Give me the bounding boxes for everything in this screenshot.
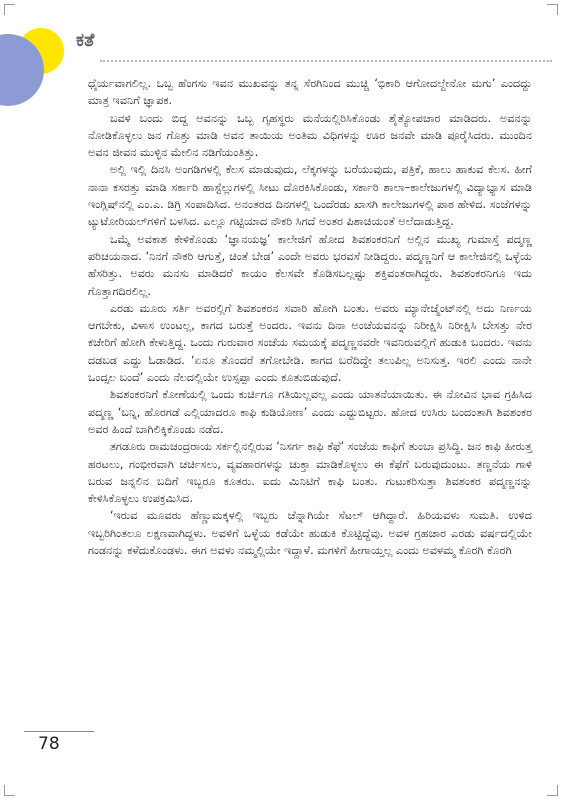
paragraph: ಒಮ್ಮೆ ಅವಕಾಶ ಕೇಳಿಕೊಂಡು ‘ಜ್ಞಾನಯಜ್ಞ’ ಕಾಲೇಜಿಗೆ ಹೋದ ಶಿವಶಂಕರನಿಗೆ ಅಲ್ಲಿನ ಮುಖ್ಯ ಗುಮಾಸ್ತೆ ಪದ್ಮಣ್ಣ ಪರಿಚಯನಾದ. ‘ನಿನಗೆ ನೌಕರಿ ಆಗುತ್ತೆ, ಚಿಂತೆ ಬೇಡ’ ಎಂದೇ ಅವರು ಭರವಸೆ ನೀಡಿದ್ದರು. ಪದ್ಮಣ್ಣನಿಗೆ ಆ ಕಾಲೇಜಿನಲ್ಲಿ ಒಳ್ಳೆಯ ಹೆಸರಿತ್ತು. ಅವರು ಮನಸು ಮಾಡಿದರೆ ಕಾಯಂ ಕೆಲಸವೇ ಕೊಡಿಸಬಲ್ಲಷ್ಟು ಶಕ್ತಿವಂತರಾಗಿದ್ದರು. ಶಿವಶಂಕರನಿಗೂ ಇದು ಗೊತ್ತಾಗದಿರಲಿಲ್ಲ. xyxy=(88,232,532,298)
paragraph: ಅಲ್ಲಿ ಇಲ್ಲಿ ದಿನಸಿ ಅಂಗಡಿಗಳಲ್ಲಿ ಕೆಲಸ ಮಾಡುವುದು, ಲೆಕ್ಕಗಳನ್ನು ಬರೆಯುವುದು, ಪತ್ರಿಕೆ, ಹಾಲು ಹಾಕುವ ಕೆಲಸ. ಹೀಗೆ ನಾನಾ ಕಸರತ್ತು ಮಾಡಿ ಸರ್ಕಾರಿ ಹಾಸ್ಟೆಲ್ಲುಗಳಲ್ಲಿ ಸೀಟು ದೊರಕಿಸಿಕೊಂಡು, ಸರ್ಕಾರಿ ಶಾಲಾ–ಕಾಲೇಜುಗಳಲ್ಲಿ ವಿದ್ಯಾಭ್ಯಾಸ ಮಾಡಿ ಇಂಗ್ಲಿಷ್‌ನಲ್ಲಿ ಎಂ.ಎ. ಡಿಗ್ರಿ ಸಂಪಾದಿಸಿದ. ಅನಂತರದ ದಿನಗಳಲ್ಲಿ ಒಂದೆರಡು ಖಾಸಗಿ ಕಾಲೇಜುಗಳಲ್ಲಿ ಪಾಠ ಹೇಳಿದ. ಸಂಜೆಗಳನ್ನು ಟ್ಯುಟೋರಿಯಲ್‌ಗಳಿಗೆ ಬಳಸಿದ. ಎಲ್ಲೂ ಗಟ್ಟಿಯಾದ ನೌಕರಿ ಸಿಗದೆ ಅಂತರ ಪಿಶಾಚಿಯಂತೆ ಅಲೆದಾಡುತ್ತಿದ್ದ. xyxy=(88,163,532,229)
crop-mark-bottom-left xyxy=(4,785,15,796)
paragraph: ‘ಇರುವ ಮೂವರು ಹೆಣ್ಣುಮಕ್ಕಳಲ್ಲಿ ಇಬ್ಬರು ಚೆನ್ನಾಗಿಯೇ ಸೆಟಲ್ ಆಗಿದ್ದಾರೆ. ಹಿರಿಯವಳು ಸುಮತಿ. ಉಳಿದ ಇಬ್ಬರಿಗಿಂತಲೂ ಲಕ್ಷಣವಾಗಿದ್ದಳು. ಅವಳಿಗೆ ಒಳ್ಳೆಯ ಕಡೆಯೇ ಹುಡುಕಿ ಕೊಟ್ಟಿದ್ದೆವು. ಅವಳ ಗ್ರಹಚಾರ ಎರಡು ವರ್ಷದಲ್ಲಿಯೇ ಗಂಡನನ್ನು ಕಳೆದುಕೊಂಡಳು. ಈಗ ಅವಳು ನಮ್ಮಲ್ಲಿಯೇ ಇದ್ದಾಳೆ. ಮಗಳಿಗೆ ಹೀಗಾಯ್ತಲ್ಲ ಎಂದು ಅವಳಮ್ಮ ಕೊರಗಿ ಕೊರಗಿ xyxy=(88,509,532,558)
story-body xyxy=(88,75,532,559)
crop-mark-top-left xyxy=(4,4,15,15)
header-decoration xyxy=(0,28,70,108)
page-number: 78 xyxy=(38,734,60,754)
paragraph: ಬವಳಿ ಬಂದು ಬಿದ್ದ ಅವನನ್ನು ಒಬ್ಬ ಗೃಹಸ್ಥರು ಮನೆಯಲ್ಲಿರಿಸಿಕೊಂಡು ಶೈತ್ಯೋಪಚಾರ ಮಾಡಿದರು. ಅವನನ್ನು ನೋಡಿಕೊಳ್ಳಲು ಜನ ಗೊತ್ತು ಮಾಡಿ ಅವನ ತಾಯಿಯ ಅಂತಿಮ ವಿಧಿಗಳನ್ನು ಊರ ಜನವೇ ಮಾಡಿ ಪೂರೈಸಿದರು. ಮುಂದಿನ ಅವನ ಜೀವನ ಮುಳ್ಳಿನ ಮೇಲಿನ ನಡಿಗೆಯಂತಿತ್ತು. xyxy=(88,111,532,160)
paragraph: ಧೈರ್ಯವಾಗಲಿಲ್ಲ. ಒಬ್ಬ ಹೆಂಗಸು ಇವನ ಮುಖವನ್ನು ತನ್ನ ಸೆರಗಿನಿಂದ ಮುಚ್ಚಿ ‘ಭಿಕಾರಿ ಆಗೋದಲ್ದೇನೋ ಮಗು’ ಎಂದದ್ದು ಮಾತ್ರ ಇವನಿಗೆ ಜ್ಞಾಪಕ. xyxy=(88,77,532,108)
paragraph: ಎರಡು ಮೂರು ಸರ್ತಿ ಅವರಲ್ಲಿಗೆ ಶಿವಶಂಕರನ ಸವಾರಿ ಹೋಗಿ ಬಂತು. ಅವರು ಮ್ಯಾನೇಜ್ಮೆಂಟ್‌ನಲ್ಲಿ ಅದು ನಿರ್ಣಯ ಆಗಬೇಕು, ವಿಳಾಸ ಉಂಟಲ್ಲ, ಕಾಗದ ಬರುತ್ತೆ ಅಂದರು. ಇವನು ದಿನಾ ಅಂಚೆಯವನನ್ನು ನಿರೀಕ್ಷಿಸಿ ನಿರೀಕ್ಷಿಸಿ ಬೇಸತ್ತು ನೇರ ಕಚೇರಿಗೆ ಹೋಗಿ ಕೇಳುತ್ತಿದ್ದ. ಒಂದು ಗುರುವಾರ ಸಂಜೆಯ ಸಮಯಕ್ಕೆ ಪದ್ಮಣ್ಣನವರೇ ಇವನಿರುವಲ್ಲಿಗೆ ಹುಡುಕಿ ಬಂದರು. ಇವನು ದಡಬಡ ಎದ್ದು ಓಡಾಡಿದ. ‘ಏನೂ ತೊಂದರೆ ತಗೋಬೇಡಿ. ಕಾಗದ ಬರೆದಿದ್ದೇ ತಲುಪಿಲ್ಲ ಅನಿಸುತ್ತ. ಇರಲಿ ಎಂದು ನಾನೇ ಒಂದ್ಸಲ ಬಂದೆ’ ಎಂದು ನೆಲದಲ್ಲಿಯೇ ಉಸ್ಸಪ್ಪಾ ಎಂದು ಕೂತುಬಿಡುವುದೆ. xyxy=(88,301,532,385)
section-title: ಕತೆ xyxy=(76,30,95,51)
crop-mark-top-right xyxy=(547,4,558,15)
page-number-rule xyxy=(24,731,94,732)
paragraph: ಶಿವಶಂಕರನಿಗೆ ಕೋಣೆಯಲ್ಲಿ ಒಂದು ಕುರ್ಚಿಗೂ ಗತಿಯಿಲ್ಲವಲ್ಲ ಎಂದು ಯಾತನೆಯಾಯಿತು. ಈ ನೋವಿನ ಭಾವ ಗ್ರಹಿಸಿದ ಪದ್ಮಣ್ಣ ‘ಬನ್ನಿ, ಹೊರಗಡೆ ಎಲ್ಲಿಯಾದರೂ ಕಾಫಿ ಕುಡಿಯೋಣ’ ಎಂದು ಎದ್ದುಬಿಟ್ಟರು. ಹೋದ ಉಸಿರು ಬಂದಂತಾಗಿ ಶಿವಶಂಕರ ಅವರ ಹಿಂದೆ ಬಾಗಿಲಿಕ್ಕಿಕೊಂಡು ನಡೆದ. xyxy=(88,388,532,436)
crop-mark-bottom-right xyxy=(547,785,558,796)
paragraph: ತಗಡೂರು ರಾಮಚಂದ್ರರಾಯ ಸರ್ಕಲ್ಲಿನಲ್ಲಿರುವ ‘ನಿಸರ್ಗ ಕಾಫಿ ಕೆಫೆ’ ಸಂಜೆಯ ಕಾಫಿಗೆ ತುಂಬಾ ಪ್ರಸಿದ್ಧಿ. ಜನ ಕಾಫಿ ಹೀರುತ್ತ ಹರಟಲು, ಗಂಭೀರವಾಗಿ ಚರ್ಚಿಸಲು, ವ್ಯವಹಾರಗಳನ್ನು ಚುಕ್ತಾ ಮಾಡಿಕೊಳ್ಳಲು ಈ ಕೆಫೆಗೆ ಬರುವುದುಂಟು. ತಣ್ಣನೆಯ ಗಾಳಿ ಬರುವ ಜನ್ನಲಿನ ಬದಿಗೆ ಇಬ್ಬರೂ ಕೂತರು. ಐದು ಮಿನಿಟಿಗೆ ಕಾಫಿ ಬಂತು. ಗುಟುಕರಿಸುತ್ತಾ ಶಿವಶಂಕರ ಪದ್ಮಣ್ಣನನ್ನು ಕೇಳಿಸಿಕೊಳ್ಳಲು ಉಪಕ್ರಮಿಸಿದ. xyxy=(88,440,532,506)
header-dotted-rule xyxy=(100,60,552,62)
